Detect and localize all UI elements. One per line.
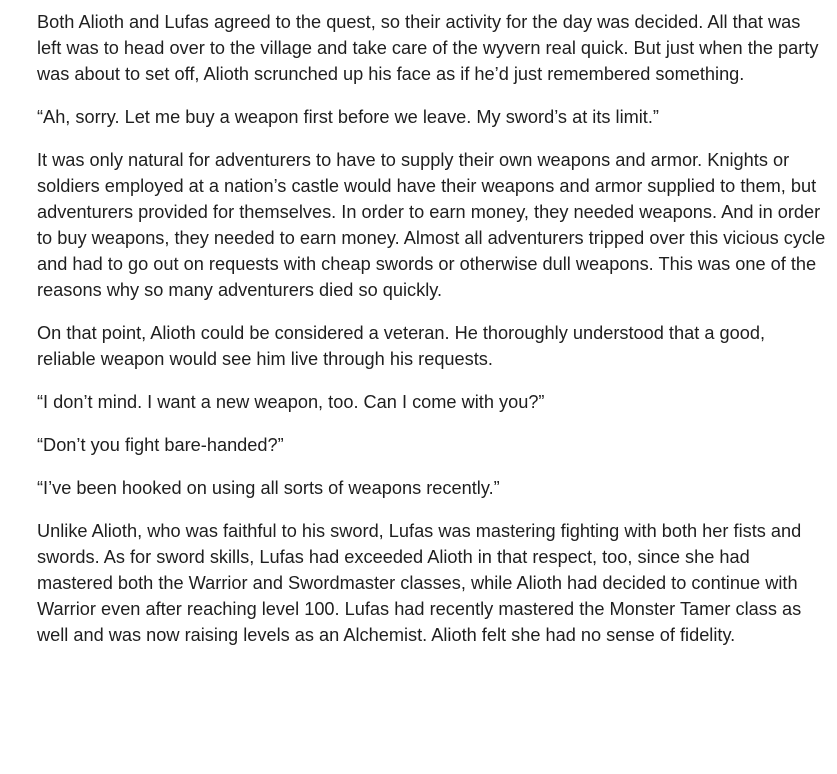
paragraph-5: “I don’t mind. I want a new weapon, too. Can I come with you?” xyxy=(37,392,545,412)
paragraph-2: “Ah, sorry. Let me buy a weapon first before we leave. My sword’s at its limit.” xyxy=(37,107,659,127)
paragraph-6: “Don’t you fight bare-handed?” xyxy=(37,435,284,455)
paragraph-7: “I’ve been hooked on using all sorts of weapons recently.” xyxy=(37,478,500,498)
paragraph-3: It was only natural for adventurers to have to supply their own weapons and armor. Knights or soldiers employed at a nation’s castle would have their weapons and armor supplied to them, but adventurers provided for themselves. In order to earn money, they needed weapons. And in order to buy weapons, they needed to earn money. Almost all adventurers tripped over this vicious cycle and had to go out on requests with cheap swords or otherwise dull weapons. This was one of the reasons why so many adventurers died so quickly. xyxy=(37,150,826,300)
paragraph-1: Both Alioth and Lufas agreed to the quest, so their activity for the day was decided. All that was left was to head over to the village and take care of the wyvern real quick. But just when the party was about to set off, Alioth scrunched up his face as if he’d just remembered something. xyxy=(37,12,819,84)
paragraph-8: Unlike Alioth, who was faithful to his sword, Lufas was mastering fighting with both her fists and swords. As for sword skills, Lufas had exceeded Alioth in that respect, too, since she had mastered both the Warrior and Swordmaster classes, while Alioth had decided to continue with Warrior even after reaching level 100. Lufas had recently mastered the Monster Tamer class as well and was now raising levels as an Alchemist. Alioth felt she had no sense of fidelity. xyxy=(37,521,802,645)
paragraph-4: On that point, Alioth could be considered a veteran. He thoroughly understood that a good, reliable weapon would see him live through his requests. xyxy=(37,323,765,369)
